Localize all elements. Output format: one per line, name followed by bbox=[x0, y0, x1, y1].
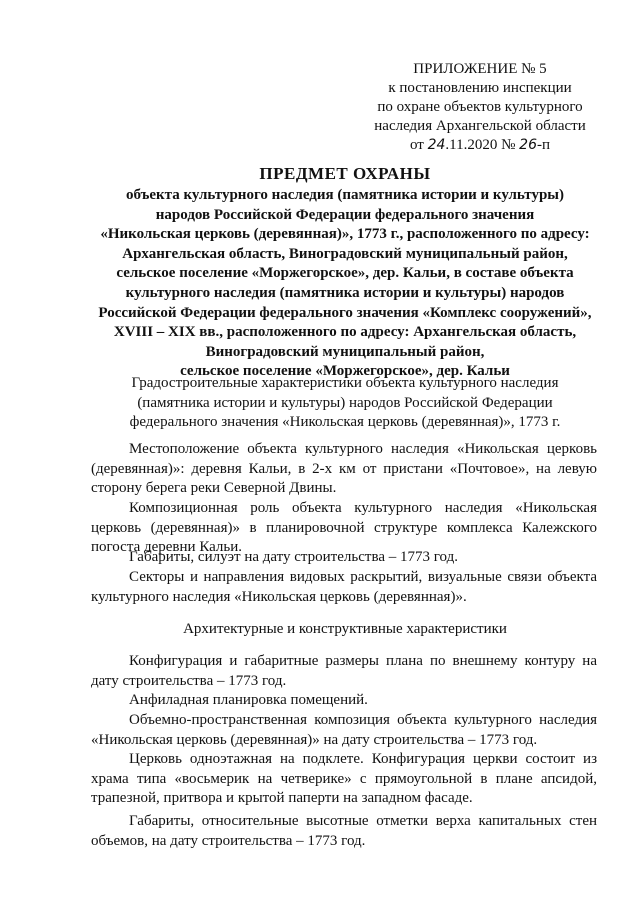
paragraph-spatial-composition: Объемно-пространственная композиция объекта культурного наследия «Никольская церковь (деревянная)» на дату строительства – 1773 год. bbox=[91, 712, 597, 748]
appendix-line-3: наследия Архангельской области bbox=[374, 118, 586, 134]
subject-line: Виноградовский муниципальный район, bbox=[205, 343, 485, 360]
section-1-caption-line: Градостроительные характеристики объекта культурного наследия bbox=[131, 375, 559, 391]
subject-line: XVIII – XIX вв., расположенного по адресу: Архангельская область, bbox=[113, 324, 577, 341]
paragraph-plan-configuration: Конфигурация и габаритные размеры плана по внешнему контуру на дату строительства – 1773 год. bbox=[91, 653, 597, 689]
appendix-block bbox=[360, 60, 600, 155]
section-1-caption-line: федерального значения «Никольская церковь (деревянная)», 1773 г. bbox=[129, 414, 561, 431]
subject-line: народов Российской Федерации федерального значения bbox=[155, 206, 535, 223]
appendix-line-2: по охране объектов культурного bbox=[377, 99, 583, 115]
section-1-caption bbox=[80, 374, 610, 433]
date-prefix: от bbox=[409, 137, 428, 153]
subject-line: объекта культурного наследия (памятника истории и культуры) bbox=[125, 187, 564, 203]
document-title: ПРЕДМЕТ ОХРАНЫ bbox=[259, 164, 431, 183]
subject-line: сельское поселение «Моржегорское», дер. Кальи, в составе объекта bbox=[116, 265, 574, 282]
paragraph-church-structure: Церковь одноэтажная на подклете. Конфигурация церкви состоит из храма типа «восьмерик на четверике» с прямоугольной в плане апсидой, трапезной, притвора и крытой паперти на западном фасаде. bbox=[91, 751, 597, 807]
subject-block bbox=[80, 186, 610, 382]
section-2-caption: Архитектурные и конструктивные характеристики bbox=[183, 621, 507, 637]
paragraph-location: Местоположение объекта культурного наследия «Никольская церковь (деревянная)»: деревня Кальи, в 2-х км от пристани «Почтовое», на левую сторону берега реки Северной Двины. bbox=[91, 441, 597, 497]
date-rest: .11.2020 № bbox=[445, 137, 520, 153]
date-day-handwritten: 24 bbox=[427, 137, 446, 153]
subject-line: сельское поселение «Моржегорское», дер. Кальи bbox=[180, 363, 510, 380]
number-suffix: -п bbox=[537, 137, 551, 153]
subject-line: Архангельская область, Виноградовский муниципальный район, bbox=[122, 245, 568, 262]
section-1-caption-line: (памятника истории и культуры) народов Российской Федерации bbox=[137, 394, 553, 411]
subject-line: культурного наследия (памятника истории и культуры) народов bbox=[125, 284, 565, 301]
paragraph-compositional-role: Композиционная роль объекта культурного наследия «Никольская церковь (деревянная)» в планировочной структуре комплекса Калежского погоста деревни Кальи. bbox=[91, 500, 597, 556]
subject-line: Российской Федерации федерального значения «Комплекс сооружений», bbox=[98, 304, 592, 321]
appendix-title: ПРИЛОЖЕНИЕ № 5 bbox=[413, 61, 547, 77]
appendix-line-1: к постановлению инспекции bbox=[388, 80, 572, 96]
subject-line: «Никольская церковь (деревянная)», 1773 г., расположенного по адресу: bbox=[100, 226, 590, 243]
doc-number-handwritten: 26 bbox=[519, 137, 537, 153]
appendix-date-line bbox=[360, 136, 600, 155]
paragraph-height-marks: Габариты, относительные высотные отметки верха капитальных стен объемов, на дату строительства – 1773 год. bbox=[91, 813, 597, 849]
paragraph-enfilade-layout: Анфиладная планировка помещений. bbox=[129, 692, 368, 708]
paragraph-dimensions-silhouette: Габариты, силуэт на дату строительства – 1773 год. bbox=[129, 549, 458, 565]
paragraph-view-sectors: Секторы и направления видовых раскрытий, визуальные связи объекта культурного наследия «Никольская церковь (деревянная)». bbox=[91, 569, 597, 605]
